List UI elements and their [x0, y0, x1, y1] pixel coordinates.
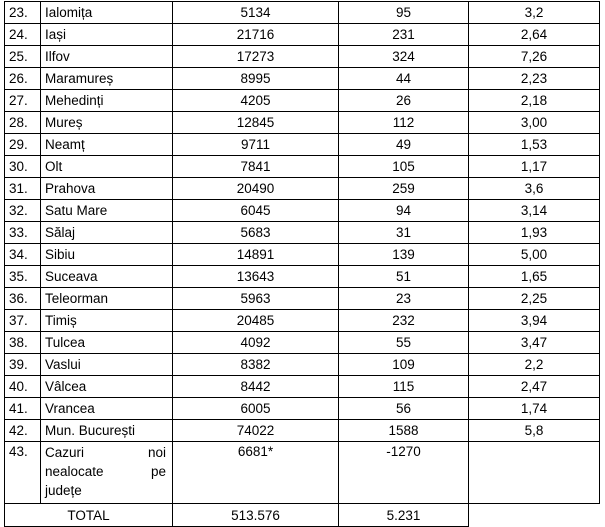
row-deaths: 259 [339, 178, 469, 200]
table-row [5, 90, 600, 112]
row-rate: 2,18 [469, 90, 600, 112]
row-rate: 1,74 [469, 398, 600, 420]
total-label: TOTAL [5, 504, 173, 527]
row-deaths: 232 [339, 310, 469, 332]
table-row [5, 354, 600, 376]
table-row [5, 266, 600, 288]
row-index: 34. [5, 244, 41, 266]
row-cases: 13643 [173, 266, 339, 288]
row-rate: 7,26 [469, 46, 600, 68]
row-rate: 3,2 [469, 2, 600, 24]
table-row [5, 178, 600, 200]
row-county: Ilfov [41, 46, 173, 68]
row-county [41, 442, 173, 504]
row-cases: 9711 [173, 134, 339, 156]
row-deaths: 51 [339, 266, 469, 288]
row-deaths: 49 [339, 134, 469, 156]
row-index: 42. [5, 420, 41, 442]
row-cases: 5963 [173, 288, 339, 310]
row-county: Neamț [41, 134, 173, 156]
table-row [5, 332, 600, 354]
table-row [5, 134, 600, 156]
table-row [5, 156, 600, 178]
row-deaths: 26 [339, 90, 469, 112]
row-index: 37. [5, 310, 41, 332]
total-rate [469, 504, 600, 527]
row-index: 38. [5, 332, 41, 354]
row-index: 24. [5, 24, 41, 46]
row-county: Mureș [41, 112, 173, 134]
row-rate: 1,53 [469, 134, 600, 156]
row-index: 28. [5, 112, 41, 134]
table-row [5, 244, 600, 266]
row-rate: 2,64 [469, 24, 600, 46]
row-rate [469, 442, 600, 504]
row-deaths: 44 [339, 68, 469, 90]
row-index: 25. [5, 46, 41, 68]
row-cases: 74022 [173, 420, 339, 442]
row-cases: 20490 [173, 178, 339, 200]
row-rate: 1,93 [469, 222, 600, 244]
row-index: 32. [5, 200, 41, 222]
row-index: 35. [5, 266, 41, 288]
row-county-line2: nealocate pe [45, 464, 166, 479]
total-deaths: 5.231 [339, 504, 469, 527]
row-deaths: 55 [339, 332, 469, 354]
table-row [5, 288, 600, 310]
row-rate: 5,8 [469, 420, 600, 442]
covid-county-table [4, 1, 600, 527]
row-county: Maramureș [41, 68, 173, 90]
table-row [5, 376, 600, 398]
row-rate: 2,23 [469, 68, 600, 90]
row-county: Prahova [41, 178, 173, 200]
row-rate: 1,17 [469, 156, 600, 178]
table-row-unallocated [5, 442, 600, 504]
row-cases: 5683 [173, 222, 339, 244]
table-row [5, 68, 600, 90]
row-county: Sibiu [41, 244, 173, 266]
row-rate: 3,00 [469, 112, 600, 134]
row-rate: 3,6 [469, 178, 600, 200]
table-row [5, 46, 600, 68]
row-rate: 1,65 [469, 266, 600, 288]
row-cases: 5134 [173, 2, 339, 24]
row-deaths: 94 [339, 200, 469, 222]
table-row [5, 2, 600, 24]
row-deaths: 95 [339, 2, 469, 24]
row-index: 43. [5, 442, 41, 504]
row-deaths: 1588 [339, 420, 469, 442]
row-county-line1: Cazuri noi [45, 445, 166, 460]
row-deaths: 115 [339, 376, 469, 398]
row-index: 23. [5, 2, 41, 24]
row-cases: 7841 [173, 156, 339, 178]
row-index: 41. [5, 398, 41, 420]
row-county: Tulcea [41, 332, 173, 354]
row-county: Satu Mare [41, 200, 173, 222]
row-county: Vaslui [41, 354, 173, 376]
row-cases: 12845 [173, 112, 339, 134]
table-row [5, 112, 600, 134]
row-deaths: 112 [339, 112, 469, 134]
row-cases: 6005 [173, 398, 339, 420]
row-index: 36. [5, 288, 41, 310]
row-county-line3: județe [45, 483, 82, 498]
row-cases: 21716 [173, 24, 339, 46]
row-index: 29. [5, 134, 41, 156]
table-row [5, 310, 600, 332]
row-rate: 2,47 [469, 376, 600, 398]
row-rate: 3,47 [469, 332, 600, 354]
row-index: 31. [5, 178, 41, 200]
row-deaths: 23 [339, 288, 469, 310]
row-index: 40. [5, 376, 41, 398]
table-row-total [5, 504, 600, 527]
row-county: Iași [41, 24, 173, 46]
row-deaths: 324 [339, 46, 469, 68]
table-row [5, 222, 600, 244]
row-rate: 2,2 [469, 354, 600, 376]
row-deaths: 56 [339, 398, 469, 420]
table-row [5, 24, 600, 46]
row-county: Teleorman [41, 288, 173, 310]
row-deaths: 105 [339, 156, 469, 178]
row-cases: 8382 [173, 354, 339, 376]
row-cases: 4205 [173, 90, 339, 112]
document-page [0, 1, 605, 523]
table-body [5, 2, 600, 527]
row-deaths: 139 [339, 244, 469, 266]
row-deaths: 231 [339, 24, 469, 46]
row-rate: 3,14 [469, 200, 600, 222]
row-cases: 8995 [173, 68, 339, 90]
row-county: Vâlcea [41, 376, 173, 398]
table-row [5, 200, 600, 222]
row-county: Mun. București [41, 420, 173, 442]
row-cases: 4092 [173, 332, 339, 354]
row-cases: 14891 [173, 244, 339, 266]
row-county: Timiș [41, 310, 173, 332]
row-county: Mehedinți [41, 90, 173, 112]
row-cases: 17273 [173, 46, 339, 68]
row-index: 39. [5, 354, 41, 376]
row-cases: 6045 [173, 200, 339, 222]
row-deaths: -1270 [339, 442, 469, 504]
row-deaths: 109 [339, 354, 469, 376]
row-deaths: 31 [339, 222, 469, 244]
row-index: 33. [5, 222, 41, 244]
row-county: Vrancea [41, 398, 173, 420]
row-index: 27. [5, 90, 41, 112]
row-county: Sălaj [41, 222, 173, 244]
row-rate: 3,94 [469, 310, 600, 332]
row-index: 30. [5, 156, 41, 178]
row-rate: 5,00 [469, 244, 600, 266]
table-row [5, 420, 600, 442]
total-cases: 513.576 [173, 504, 339, 527]
row-county: Ialomița [41, 2, 173, 24]
row-cases: 20485 [173, 310, 339, 332]
row-cases: 6681* [173, 442, 339, 504]
row-rate: 2,25 [469, 288, 600, 310]
row-cases: 8442 [173, 376, 339, 398]
table-row [5, 398, 600, 420]
row-county: Olt [41, 156, 173, 178]
row-county: Suceava [41, 266, 173, 288]
row-index: 26. [5, 68, 41, 90]
